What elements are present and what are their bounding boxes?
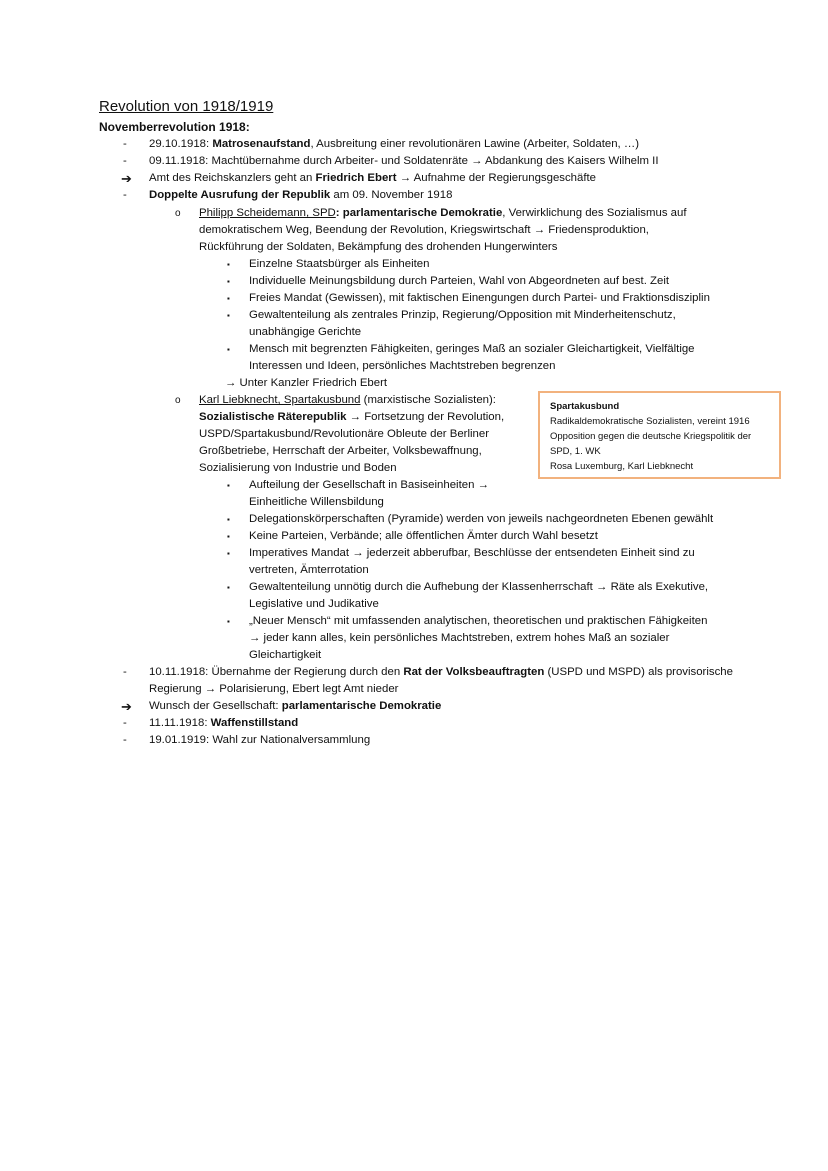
text-line: Einheitliche Willensbildung	[249, 496, 384, 508]
info-box-line: Rosa Luxemburg, Karl Liebknecht	[550, 461, 694, 472]
page-title: Revolution von 1918/1919	[99, 98, 274, 115]
text-line: USPD/Spartakusbund/Revolutionäre Obleute der Berliner	[199, 428, 489, 440]
dash-bullet: -	[123, 666, 127, 678]
list-item: Wunsch der Gesellschaft: parlamentarische Demokratie	[149, 700, 442, 712]
bullet-item: Keine Parteien, Verbände; alle öffentlichen Ämter durch Wahl besetzt	[249, 530, 598, 542]
bullet-item: Gewaltenteilung als zentrales Prinzip, Regierung/Opposition mit Minderheitenschutz,	[249, 309, 676, 321]
text-line: demokratischem Weg, Beendung der Revolution, Kriegswirtschaft → Friedensproduktion,	[199, 224, 649, 236]
section-heading: Novemberrevolution 1918:	[99, 120, 250, 134]
dash-bullet: -	[123, 155, 127, 167]
text-line: Sozialistische Räterepublik → Fortsetzung der Revolution,	[199, 411, 505, 423]
square-bullet: ▪	[227, 294, 230, 303]
bullet-item: Imperatives Mandat → jederzeit abberufbar, Beschlüsse der entsendeten Einheit sind zu	[249, 547, 695, 559]
info-box-line: Radikaldemokratische Sozialisten, vereint 1916	[550, 416, 750, 427]
text-line: Rückführung der Soldaten, Bekämpfung des drohenden Hungerwinters	[199, 241, 558, 253]
dash-bullet: -	[123, 138, 127, 150]
text-line: Sozialisierung von Industrie und Boden	[199, 462, 397, 474]
square-bullet: ▪	[227, 311, 230, 320]
circle-bullet: o	[175, 395, 181, 406]
square-bullet: ▪	[227, 583, 230, 592]
square-bullet: ▪	[227, 345, 230, 354]
text-line: Großbetriebe, Herrschaft der Arbeiter, Volksbewaffnung,	[199, 445, 482, 457]
bullet-item: Freies Mandat (Gewissen), mit faktischen Einengungen durch Partei- und Fraktionsdisziplin	[249, 292, 710, 304]
sublist-item: Philipp Scheidemann, SPD: parlamentarische Demokratie, Verwirklichung des Sozialismus auf	[199, 207, 687, 219]
text-line: Interessen und Ideen, persönliches Machtstreben begrenzen	[249, 360, 556, 372]
bullet-item: Mensch mit begrenzten Fähigkeiten, geringes Maß an sozialer Gleichartigkeit, Vielfältige	[249, 343, 695, 355]
info-box-title: Spartakusbund	[550, 401, 620, 412]
arrow-icon: ➔	[121, 699, 132, 714]
text-line: Regierung → Polarisierung, Ebert legt Amt nieder	[149, 683, 399, 695]
square-bullet: ▪	[227, 532, 230, 541]
circle-bullet: o	[175, 208, 181, 219]
bullet-item: Gewaltenteilung unnötig durch die Aufhebung der Klassenherrschaft → Räte als Exekutive,	[249, 581, 709, 593]
square-bullet: ▪	[227, 617, 230, 626]
list-item: 09.11.1918: Machtübernahme durch Arbeiter- und Soldatenräte → Abdankung des Kaisers Wilhelm II	[149, 155, 659, 167]
square-bullet: ▪	[227, 277, 230, 286]
dash-bullet: -	[123, 717, 127, 729]
arrow-icon: ➔	[121, 171, 132, 186]
list-item: Doppelte Ausrufung der Republik am 09. November 1918	[149, 189, 453, 201]
bullet-item: Delegationskörperschaften (Pyramide) werden von jeweils nachgeordneten Ebenen gewählt	[249, 513, 714, 525]
dash-bullet: -	[123, 734, 127, 746]
spartakusbund-info-box	[538, 391, 781, 479]
square-bullet: ▪	[227, 515, 230, 524]
list-item: 19.01.1919: Wahl zur Nationalversammlung	[149, 734, 371, 746]
info-box-line: Opposition gegen die deutsche Kriegspolitik der	[550, 431, 752, 442]
list-item: 29.10.1918: Matrosenaufstand, Ausbreitung einer revolutionären Lawine (Arbeiter, Soldaten, …)	[149, 138, 640, 150]
bullet-item: Aufteilung der Gesellschaft in Basiseinheiten →	[249, 479, 489, 491]
dash-bullet: -	[123, 189, 127, 201]
bullet-item: „Neuer Mensch“ mit umfassenden analytischen, theoretischen und praktischen Fähigkeiten	[249, 615, 708, 627]
list-item: 10.11.1918: Übernahme der Regierung durch den Rat der Volksbeauftragten (USPD und MSPD) als provisorische	[149, 666, 733, 678]
list-item: 11.11.1918: Waffenstillstand	[149, 717, 299, 729]
bullet-item: Individuelle Meinungsbildung durch Parteien, Wahl von Abgeordneten auf best. Zeit	[249, 275, 670, 287]
square-bullet: ▪	[227, 481, 230, 490]
text-line: vertreten, Ämterrotation	[249, 564, 369, 576]
text-line: → jeder kann alles, kein persönliches Machtstreben, extrem hohes Maß an sozialer	[249, 632, 670, 644]
bullet-item: Einzelne Staatsbürger als Einheiten	[249, 258, 430, 270]
text-line: Gleichartigkeit	[249, 649, 322, 661]
text-line: unabhängige Gerichte	[249, 326, 362, 338]
text-line: Legislative und Judikative	[249, 598, 379, 610]
sublist-item: Karl Liebknecht, Spartakusbund (marxistische Sozialisten):	[199, 394, 496, 406]
list-item: Amt des Reichskanzlers geht an Friedrich Ebert → Aufnahme der Regierungsgeschäfte	[149, 172, 597, 184]
square-bullet: ▪	[227, 260, 230, 269]
info-box-line: SPD, 1. WK	[550, 446, 601, 457]
square-bullet: ▪	[227, 549, 230, 558]
text-line: → Unter Kanzler Friedrich Ebert	[225, 377, 388, 389]
